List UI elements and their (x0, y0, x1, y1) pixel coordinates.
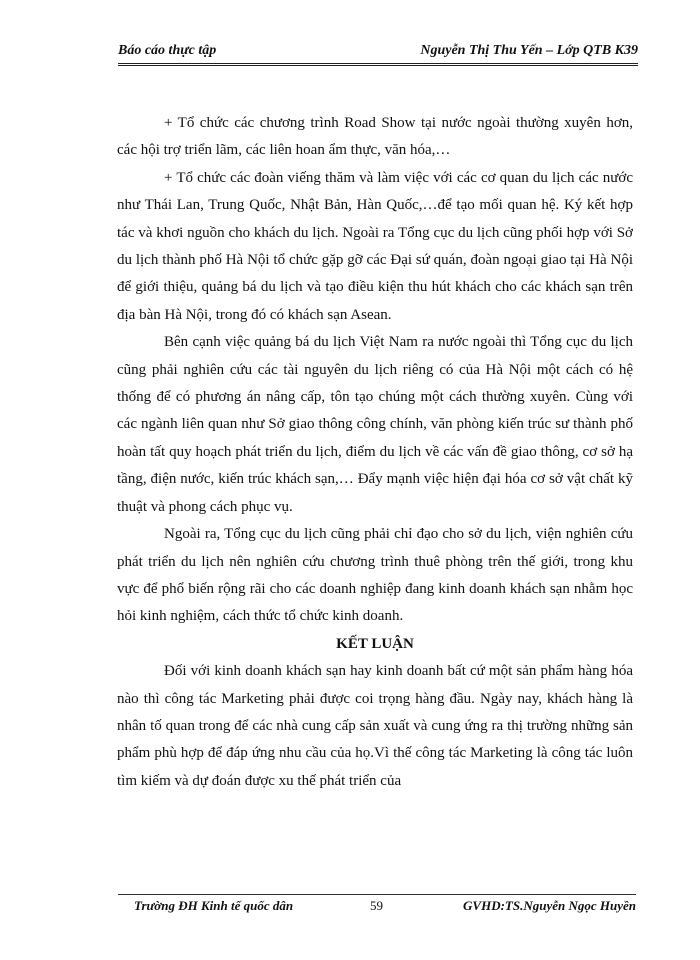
footer-university: Trường ĐH Kinh tế quốc dân (134, 898, 294, 913)
footer-page-number: 59 (370, 898, 383, 913)
footer-supervisor: GVHD:TS.Nguyễn Ngọc Huyền (463, 898, 636, 913)
header-report-title: Báo cáo thực tập (118, 43, 217, 58)
paragraph-conclusion: Đối với kinh doanh khách sạn hay kinh doanh bất cứ một sản phẩm hàng hóa nào thì công tác Marketing phải được coi trọng hàng đầu. Ngày nay, khách hàng là nhân tố quan trong để các nhà cung cấp sản xuất và cung ứng ra thị trường những sản phẩm phù hợp để đáp ứng nhu cầu của họ.Vì thế công tác Marketing là công tác luôn tìm kiếm và dự đoán được xu thế phát triển của (117, 663, 633, 789)
paragraph-delegations: + Tổ chức các đoàn viếng thăm và làm việc với các cơ quan du lịch các nước như Thái Lan, Trung Quốc, Nhật Bản, Hàn Quốc,…để tạo mối quan hệ. Ký kết hợp tác và khơi nguồn cho khách du lịch. Ngoài ra Tổng cục du lịch cũng phối hợp với Sở du lịch thành phố Hà Nội tổ chức gặp gỡ các Đại sứ quán, đoàn ngoại giao tại Hà Nội để giới thiệu, quảng bá du lịch và tạo điều kiện thu hút khách cho các khách sạn trên địa bàn Hà Nội, trong đó có khách sạn Asean. (117, 169, 633, 323)
section-heading-conclusion: KẾT LUẬN (336, 635, 414, 652)
paragraph-resources: Bên cạnh việc quảng bá du lịch Việt Nam ra nước ngoài thì Tổng cục du lịch cũng phải nghiên cứu các tài nguyên du lịch riêng có của Hà Nội một cách có hệ thống để có phương án nâng cấp, tôn tạo chúng một cách thường xuyên. Cùng với các ngành liên quan như Sở giao thông công chính, văn phòng kiến trúc sư thành phố hoàn tất quy hoạch phát triển du lịch, điểm du lịch về các vấn đề giao thông, cơ sở hạ tầng, điện nước, kiến trúc khách sạn,… Đẩy mạnh việc hiện đại hóa cơ sở vật chất kỹ thuật và phong cách phục vụ. (117, 334, 633, 515)
paragraph-roadshow: + Tổ chức các chương trình Road Show tại nước ngoài thường xuyên hơn, các hội trợ triển lãm, các liên hoan ẩm thực, văn hóa,… (117, 115, 633, 159)
page-header (118, 41, 638, 66)
page-footer (118, 894, 636, 915)
body-text (117, 110, 633, 795)
paragraph-research: Ngoài ra, Tổng cục du lịch cũng phải chỉ đạo cho sở du lịch, viện nghiên cứu phát triển du lịch nên nghiên cứu chương trình thuê phòng trên thế giới, trong khu vực để phổ biến rộng rãi cho các doanh nghiệp đang kinh doanh khách sạn nhằm học hỏi kinh nghiệm, cách thức tổ chức kinh doanh. (117, 526, 633, 625)
header-author-class: Nguyễn Thị Thu Yến – Lớp QTB K39 (420, 43, 638, 58)
